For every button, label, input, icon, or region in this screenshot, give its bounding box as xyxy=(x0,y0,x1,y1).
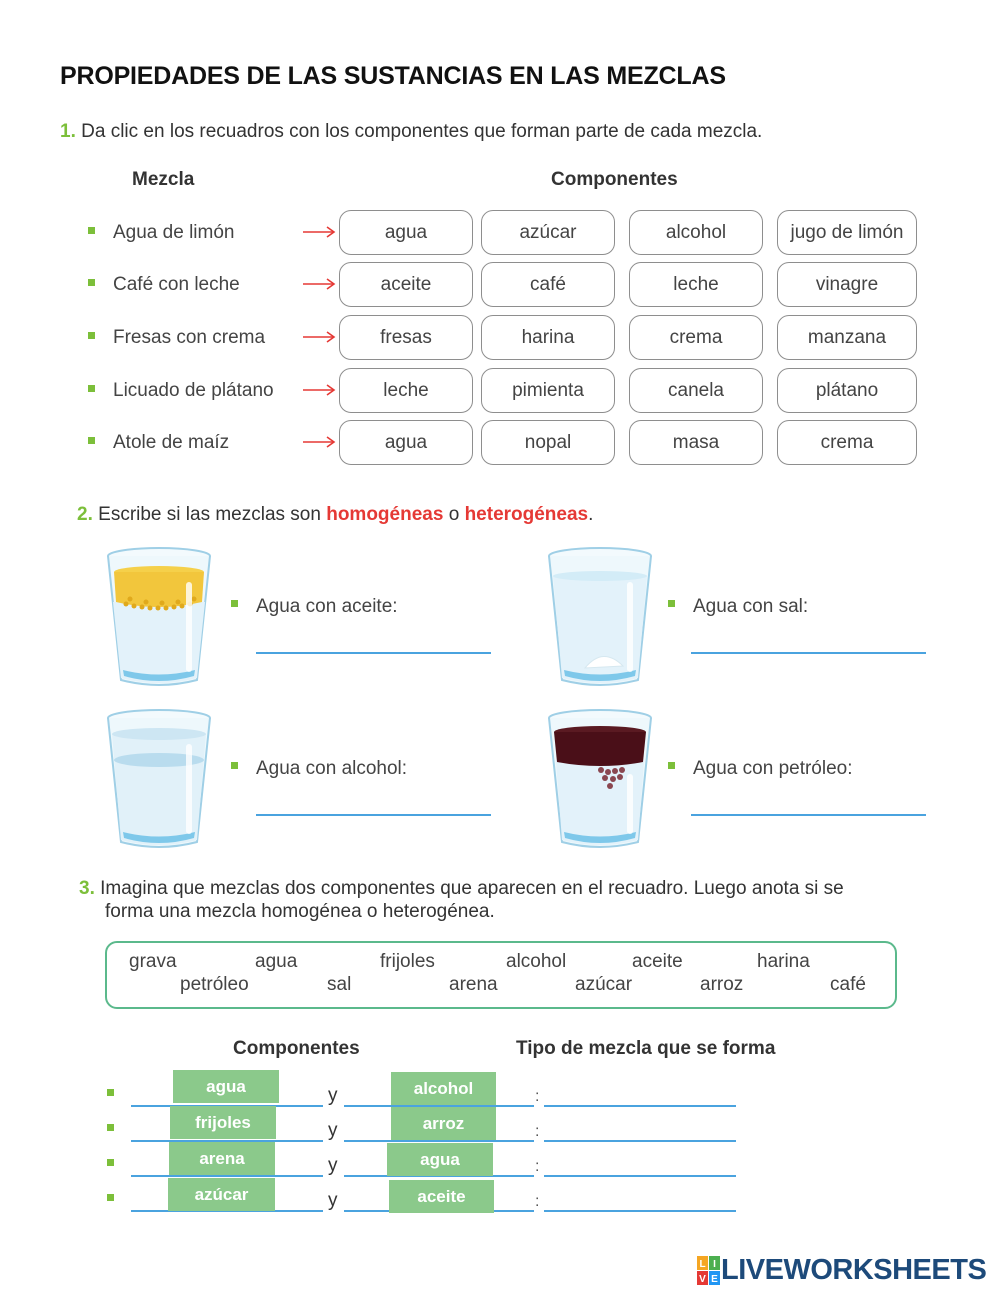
answer-line-water-alcohol[interactable] xyxy=(256,814,491,816)
mix-label-water-petroleum: Agua con petróleo: xyxy=(693,758,853,779)
word-bank-item: azúcar xyxy=(575,974,633,995)
bullet-icon xyxy=(668,762,675,769)
and-label: y xyxy=(328,1190,338,1211)
answer-box-component-b[interactable]: alcohol xyxy=(391,1072,496,1105)
mix-label-water-salt: Agua con sal: xyxy=(693,596,809,617)
answer-line-water-petroleum[interactable] xyxy=(691,814,926,816)
component-option[interactable]: agua xyxy=(339,210,473,255)
component-option[interactable]: manzana xyxy=(777,315,917,360)
bullet-icon xyxy=(88,227,95,234)
component-option[interactable]: crema xyxy=(629,315,763,360)
word-bank-item: harina xyxy=(757,951,810,972)
svg-text:E: E xyxy=(711,1273,718,1285)
answer-box-component-a[interactable]: azúcar xyxy=(168,1178,275,1211)
word-bank-item: arena xyxy=(449,974,498,995)
answer-line-water-oil[interactable] xyxy=(256,652,491,654)
answer-line-water-salt[interactable] xyxy=(691,652,926,654)
heterogeneas-word: heterogéneas xyxy=(464,504,589,525)
glass-water-petroleum-image xyxy=(545,704,655,852)
component-option[interactable]: aceite xyxy=(339,262,473,307)
bullet-icon xyxy=(668,600,675,607)
colon: : xyxy=(535,1158,540,1175)
bullet-icon xyxy=(88,332,95,339)
column-header-tipo: Tipo de mezcla que se forma xyxy=(516,1038,776,1059)
question-1 xyxy=(60,121,762,143)
mix-name: Licuado de plátano xyxy=(113,380,274,401)
arrow-right-icon xyxy=(302,383,336,397)
colon: : xyxy=(535,1193,540,1210)
component-option[interactable]: leche xyxy=(339,368,473,413)
component-option[interactable]: café xyxy=(481,262,615,307)
answer-box-component-b[interactable]: arroz xyxy=(391,1107,496,1140)
answer-box-component-a[interactable]: frijoles xyxy=(170,1106,276,1139)
answer-line-mix-type[interactable] xyxy=(544,1140,736,1142)
answer-box-component-a[interactable]: agua xyxy=(173,1070,279,1103)
mix-name: Atole de maíz xyxy=(113,432,230,453)
question-2-number: 2. xyxy=(77,504,93,525)
bullet-icon xyxy=(231,762,238,769)
component-option[interactable]: nopal xyxy=(481,420,615,465)
mix-name: Fresas con crema xyxy=(113,327,266,348)
glass-water-alcohol-image xyxy=(104,704,214,852)
answer-box-component-b[interactable]: aceite xyxy=(389,1180,494,1213)
component-option[interactable]: alcohol xyxy=(629,210,763,255)
component-option[interactable]: agua xyxy=(339,420,473,465)
bullet-icon xyxy=(107,1124,114,1131)
svg-text:V: V xyxy=(699,1273,706,1285)
glass-water-oil-image xyxy=(104,542,214,690)
mix-label-water-oil: Agua con aceite: xyxy=(256,596,398,617)
svg-text:L: L xyxy=(699,1258,706,1270)
arrow-right-icon xyxy=(302,225,336,239)
word-bank-item: café xyxy=(830,974,866,995)
and-label: y xyxy=(328,1120,338,1141)
word-bank-item: frijoles xyxy=(380,951,435,972)
column-header-componentes-q3: Componentes xyxy=(233,1038,360,1059)
colon: : xyxy=(535,1088,540,1105)
question-3-line1: Imagina que mezclas dos componentes que aparecen en el recuadro. Luego anota si se xyxy=(100,878,844,899)
component-option[interactable]: pimienta xyxy=(481,368,615,413)
and-label: y xyxy=(328,1155,338,1176)
question-3 xyxy=(79,877,844,901)
word-bank-item: agua xyxy=(255,951,298,972)
word-bank-item: alcohol xyxy=(506,951,567,972)
question-2-text: Escribe si las mezclas son xyxy=(98,504,321,525)
answer-line-component-b xyxy=(344,1140,534,1142)
bullet-icon xyxy=(107,1089,114,1096)
mix-name: Café con leche xyxy=(113,274,240,295)
answer-line-mix-type[interactable] xyxy=(544,1210,736,1212)
word-bank-item: arroz xyxy=(700,974,744,995)
o-word: o xyxy=(448,504,460,525)
page-title: PROPIEDADES DE LAS SUSTANCIAS EN LAS MEZCLAS xyxy=(60,62,726,90)
word-bank-item: petróleo xyxy=(180,974,249,995)
component-option[interactable]: leche xyxy=(629,262,763,307)
mix-label-water-alcohol: Agua con alcohol: xyxy=(256,758,408,779)
component-option[interactable]: crema xyxy=(777,420,917,465)
bullet-icon xyxy=(88,437,95,444)
word-bank-item: sal xyxy=(327,974,352,995)
bullet-icon xyxy=(231,600,238,607)
liveworksheets-logo xyxy=(697,1254,986,1287)
period: . xyxy=(588,504,594,525)
question-2 xyxy=(77,504,593,526)
arrow-right-icon xyxy=(302,435,336,449)
component-option[interactable]: harina xyxy=(481,315,615,360)
arrow-right-icon xyxy=(302,330,336,344)
bullet-icon xyxy=(88,279,95,286)
question-1-number: 1. xyxy=(60,121,76,142)
question-3-number: 3. xyxy=(79,878,95,899)
word-bank-item: aceite xyxy=(632,951,683,972)
svg-text:I: I xyxy=(713,1258,716,1270)
colon: : xyxy=(535,1123,540,1140)
word-bank-item: grava xyxy=(129,951,177,972)
bullet-icon xyxy=(107,1194,114,1201)
component-option[interactable]: fresas xyxy=(339,315,473,360)
mix-name: Agua de limón xyxy=(113,222,235,243)
answer-line-mix-type[interactable] xyxy=(544,1105,736,1107)
component-option[interactable]: jugo de limón xyxy=(777,210,917,255)
answer-line-mix-type[interactable] xyxy=(544,1175,736,1177)
arrow-right-icon xyxy=(302,277,336,291)
and-label: y xyxy=(328,1085,338,1106)
liveworksheets-logo-text: LIVEWORKSHEETS xyxy=(721,1254,987,1286)
answer-box-component-a[interactable]: arena xyxy=(169,1142,275,1175)
homogeneas-word: homogéneas xyxy=(326,504,444,525)
question-3-line2: forma una mezcla homogénea o heterogénea. xyxy=(105,901,495,922)
component-option[interactable]: plátano xyxy=(777,368,917,413)
question-1-text: Da clic en los recuadros con los componentes que forman parte de cada mezcla. xyxy=(81,121,763,142)
bullet-icon xyxy=(88,385,95,392)
column-header-mezcla: Mezcla xyxy=(132,169,195,190)
glass-water-salt-image xyxy=(545,542,655,690)
bullet-icon xyxy=(107,1159,114,1166)
answer-box-component-b[interactable]: agua xyxy=(387,1143,493,1176)
component-option[interactable]: canela xyxy=(629,368,763,413)
column-header-componentes: Componentes xyxy=(551,169,678,190)
answer-line-component-a xyxy=(131,1175,323,1177)
component-option[interactable]: azúcar xyxy=(481,210,615,255)
liveworksheets-logo-icon xyxy=(697,1256,721,1286)
component-option[interactable]: vinagre xyxy=(777,262,917,307)
component-option[interactable]: masa xyxy=(629,420,763,465)
